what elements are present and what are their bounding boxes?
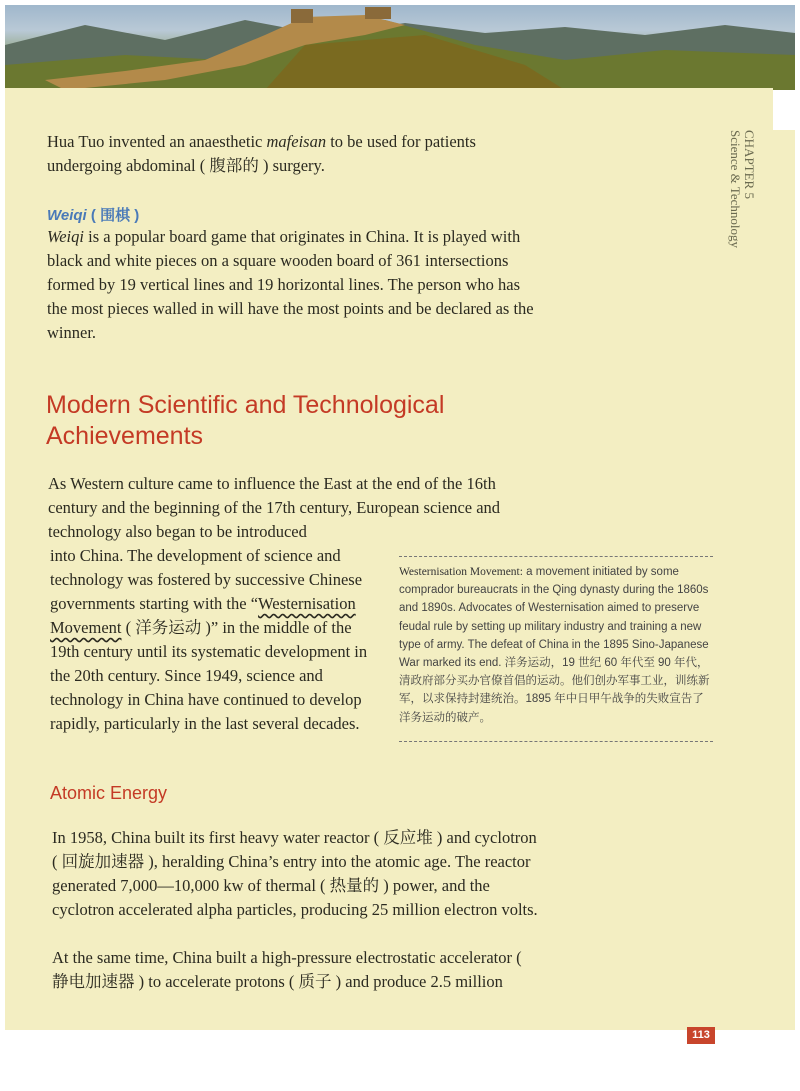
westernisation-movement-term: Westernisation Movement (50, 594, 356, 637)
atomic-paragraph-1: In 1958, China built its first heavy water reactor ( 反应堆 ) and cyclotron ( 回旋加速器 ), heralding China’s entry into the atomic age. The reactor generated 7,000—10,000 kw of thermal ( 热量的 ) power, and the cyclotron accelerated alpha particles, producing 25 million electron volts. (52, 828, 538, 919)
glossary-sidebar (399, 556, 713, 742)
glossary-text: a movement initiated by some comprador bureaucrats in the Qing dynasty during the 1860s and 1890s. Advocates of Westernisation aimed to preserve feudal rule by setting up military industry and training a new type of army. The defeat of China in the 1895 Sino-Japanese War marked its end. 洋务运动，19 世纪 60 年代至 90 年代，清政府部分买办官僚首倡的运动。他们创办军事工业，训练新军，以求保持封建统治。1895 年中日甲午战争的失败宣告了洋务运动的破产。 (399, 566, 710, 724)
chapter-label (728, 130, 756, 248)
modern-paragraph: into China. The development of science and technology was fostered by successive Chinese governments starting with the “Westernisation Movement ( 洋务运动 )” in the middle of the 19th century until its systematic development in the 20th century. Since 1949, science and technology in China have continued to develop rapidly, particularly in the last several decades. (50, 546, 368, 733)
atomic-paragraph-2: At the same time, China built a high-pressure electrostatic accelerator ( 静电加速器 ) to accelerate protons ( 质子 ) and produce 2.5 million (52, 948, 522, 991)
glossary-term: Westernisation Movement: (399, 566, 523, 578)
great-wall-photo (5, 5, 795, 90)
chapter-number: CHAPTER 5 (742, 130, 757, 199)
chapter-title: Science & Technology (728, 130, 743, 248)
section-heading-modern: Modern Scientific and Technological Achievements (46, 391, 445, 450)
section-heading-atomic: Atomic Energy (50, 783, 168, 803)
weiqi-paragraph: Weiqi is a popular board game that originates in China. It is played with black and white pieces on a square wooden board of 361 intersections formed by 19 vertical lines and 19 horizontal lines. The person who has the most pieces walled in will have the most points and be declared as the winner. (47, 227, 534, 342)
page-number: 113 (687, 1027, 715, 1044)
weiqi-heading: Weiqi ( 围棋 ) (47, 207, 140, 224)
modern-paragraph-top: As Western culture came to influence the East at the end of the 16th century and the beginning of the 17th century, European science and technology also began to be introduced (48, 474, 501, 541)
page-edge (765, 130, 795, 1030)
intro-paragraph: Hua Tuo invented an anaesthetic mafeisan to be used for patients undergoing abdominal ( 腹部的 ) surgery. (47, 132, 476, 175)
